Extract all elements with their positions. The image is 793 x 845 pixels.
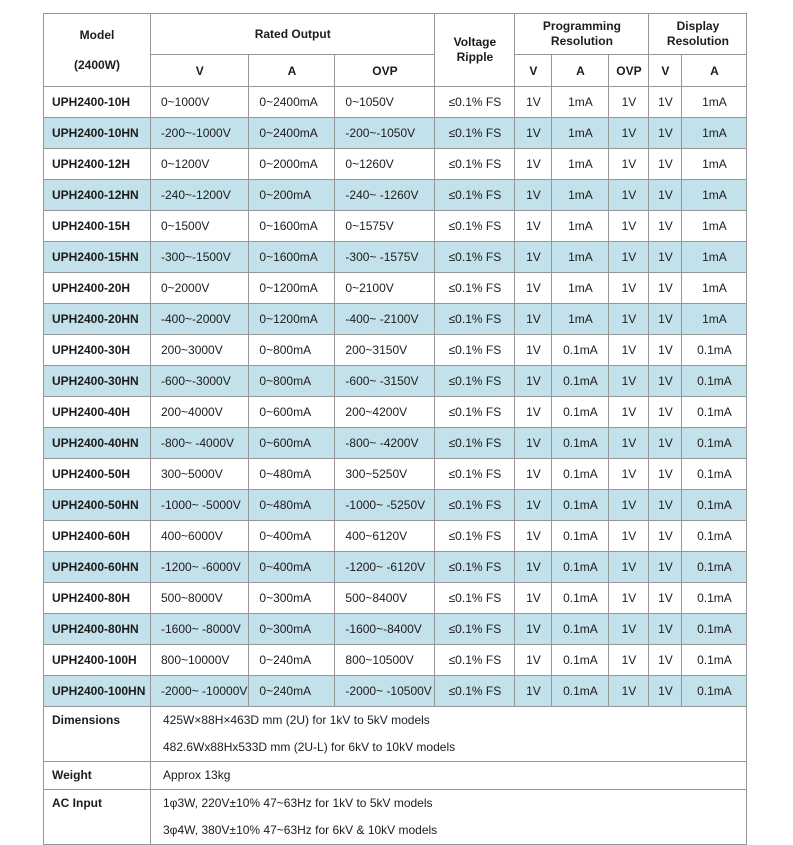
rated-v-cell: 300~5000V xyxy=(151,459,249,490)
rated-ovp-cell: 500~8400V xyxy=(335,583,435,614)
model-cell: UPH2400-60HN xyxy=(44,552,151,583)
disp-res-a-cell: 0.1mA xyxy=(682,521,747,552)
prog-res-ovp-cell: 1V xyxy=(609,676,649,707)
prog-res-ovp-cell: 1V xyxy=(609,273,649,304)
prog-res-a-cell: 1mA xyxy=(552,87,609,118)
disp-res-a-cell: 0.1mA xyxy=(682,614,747,645)
voltage-ripple-cell: ≤0.1% FS xyxy=(435,273,515,304)
disp-res-a-cell: 0.1mA xyxy=(682,490,747,521)
prog-res-v-cell: 1V xyxy=(515,273,552,304)
model-cell: UPH2400-10H xyxy=(44,87,151,118)
prog-res-a-cell: 0.1mA xyxy=(552,521,609,552)
rated-a-cell: 0~200mA xyxy=(249,180,335,211)
footer-value xyxy=(151,762,747,790)
model-cell: UPH2400-20HN xyxy=(44,304,151,335)
prog-res-ovp-cell: 1V xyxy=(609,149,649,180)
subheader-prog-v: V xyxy=(515,55,552,87)
prog-res-v-cell: 1V xyxy=(515,366,552,397)
table-row xyxy=(44,211,747,242)
rated-v-cell: -200~-1000V xyxy=(151,118,249,149)
model-cell: UPH2400-12H xyxy=(44,149,151,180)
prog-res-a-cell: 0.1mA xyxy=(552,397,609,428)
rated-ovp-cell: -300~ -1575V xyxy=(335,242,435,273)
voltage-ripple-cell: ≤0.1% FS xyxy=(435,242,515,273)
rated-v-cell: -2000~ -10000V xyxy=(151,676,249,707)
disp-res-v-cell: 1V xyxy=(649,149,682,180)
disp-res-a-cell: 0.1mA xyxy=(682,335,747,366)
prog-res-ovp-cell: 1V xyxy=(609,428,649,459)
table-row xyxy=(44,676,747,707)
rated-ovp-cell: -240~ -1260V xyxy=(335,180,435,211)
model-cell: UPH2400-40H xyxy=(44,397,151,428)
rated-a-cell: 0~480mA xyxy=(249,490,335,521)
disp-res-a-cell: 0.1mA xyxy=(682,459,747,490)
model-cell: UPH2400-50H xyxy=(44,459,151,490)
disp-res-v-cell: 1V xyxy=(649,397,682,428)
model-cell: UPH2400-30HN xyxy=(44,366,151,397)
table-row xyxy=(44,180,747,211)
prog-res-v-cell: 1V xyxy=(515,645,552,676)
subheader-disp-v: V xyxy=(649,55,682,87)
disp-res-v-cell: 1V xyxy=(649,645,682,676)
disp-res-v-cell: 1V xyxy=(649,366,682,397)
rated-a-cell: 0~300mA xyxy=(249,614,335,645)
rated-v-cell: 0~1000V xyxy=(151,87,249,118)
disp-res-v-cell: 1V xyxy=(649,552,682,583)
rated-a-cell: 0~1600mA xyxy=(249,211,335,242)
spec-table-body xyxy=(44,87,747,707)
rated-a-cell: 0~240mA xyxy=(249,645,335,676)
rated-v-cell: 0~1500V xyxy=(151,211,249,242)
model-cell: UPH2400-20H xyxy=(44,273,151,304)
subheader-prog-a: A xyxy=(552,55,609,87)
prog-res-a-cell: 0.1mA xyxy=(552,552,609,583)
voltage-ripple-cell: ≤0.1% FS xyxy=(435,211,515,242)
prog-res-ovp-cell: 1V xyxy=(609,304,649,335)
footer-value xyxy=(151,707,747,762)
rated-a-cell: 0~1200mA xyxy=(249,304,335,335)
rated-a-cell: 0~600mA xyxy=(249,428,335,459)
disp-res-a-cell: 0.1mA xyxy=(682,552,747,583)
rated-ovp-cell: -600~ -3150V xyxy=(335,366,435,397)
disp-res-v-cell: 1V xyxy=(649,676,682,707)
prog-res-v-cell: 1V xyxy=(515,428,552,459)
footer-row xyxy=(44,790,747,845)
spec-table-footer xyxy=(44,707,747,845)
model-cell: UPH2400-15H xyxy=(44,211,151,242)
prog-res-v-cell: 1V xyxy=(515,614,552,645)
rated-v-cell: -1000~ -5000V xyxy=(151,490,249,521)
rated-a-cell: 0~2000mA xyxy=(249,149,335,180)
disp-res-v-cell: 1V xyxy=(649,490,682,521)
disp-res-a-cell: 0.1mA xyxy=(682,428,747,459)
header-row-groups xyxy=(44,14,747,55)
model-cell: UPH2400-12HN xyxy=(44,180,151,211)
rated-ovp-cell: -1000~ -5250V xyxy=(335,490,435,521)
table-row xyxy=(44,521,747,552)
voltage-ripple-cell: ≤0.1% FS xyxy=(435,521,515,552)
rated-a-cell: 0~800mA xyxy=(249,335,335,366)
model-cell: UPH2400-15HN xyxy=(44,242,151,273)
prog-res-a-cell: 1mA xyxy=(552,211,609,242)
voltage-ripple-cell: ≤0.1% FS xyxy=(435,676,515,707)
rated-ovp-cell: -200~-1050V xyxy=(335,118,435,149)
table-row xyxy=(44,366,747,397)
prog-res-v-cell: 1V xyxy=(515,676,552,707)
subheader-rated-v: V xyxy=(151,55,249,87)
prog-res-ovp-cell: 1V xyxy=(609,180,649,211)
disp-res-v-cell: 1V xyxy=(649,428,682,459)
disp-res-v-cell: 1V xyxy=(649,211,682,242)
prog-res-v-cell: 1V xyxy=(515,149,552,180)
rated-a-cell: 0~1600mA xyxy=(249,242,335,273)
model-cell: UPH2400-40HN xyxy=(44,428,151,459)
rated-a-cell: 0~2400mA xyxy=(249,118,335,149)
voltage-ripple-cell: ≤0.1% FS xyxy=(435,118,515,149)
disp-res-a-cell: 1mA xyxy=(682,87,747,118)
footer-value-line: 1φ3W, 220V±10% 47~63Hz for 1kV to 5kV models xyxy=(163,796,433,810)
prog-res-a-cell: 1mA xyxy=(552,149,609,180)
footer-value-line: Approx 13kg xyxy=(163,768,231,782)
disp-res-v-cell: 1V xyxy=(649,273,682,304)
table-header xyxy=(44,14,747,87)
rated-v-cell: 400~6000V xyxy=(151,521,249,552)
prog-res-v-cell: 1V xyxy=(515,87,552,118)
prog-res-ovp-cell: 1V xyxy=(609,87,649,118)
rated-ovp-cell: 200~4200V xyxy=(335,397,435,428)
prog-res-a-cell: 1mA xyxy=(552,118,609,149)
rated-ovp-cell: -800~ -4200V xyxy=(335,428,435,459)
prog-res-v-cell: 1V xyxy=(515,118,552,149)
footer-row xyxy=(44,762,747,790)
disp-res-a-cell: 0.1mA xyxy=(682,583,747,614)
prog-res-v-cell: 1V xyxy=(515,180,552,211)
voltage-ripple-cell: ≤0.1% FS xyxy=(435,614,515,645)
prog-res-ovp-cell: 1V xyxy=(609,552,649,583)
disp-res-a-cell: 1mA xyxy=(682,304,747,335)
prog-res-v-cell: 1V xyxy=(515,583,552,614)
voltage-ripple-cell: ≤0.1% FS xyxy=(435,645,515,676)
disp-res-v-cell: 1V xyxy=(649,583,682,614)
disp-res-a-cell: 1mA xyxy=(682,118,747,149)
prog-res-ovp-cell: 1V xyxy=(609,211,649,242)
prog-res-ovp-cell: 1V xyxy=(609,242,649,273)
table-row xyxy=(44,242,747,273)
rated-ovp-cell: -1600~-8400V xyxy=(335,614,435,645)
rated-v-cell: 0~2000V xyxy=(151,273,249,304)
disp-res-v-cell: 1V xyxy=(649,614,682,645)
disp-res-a-cell: 0.1mA xyxy=(682,397,747,428)
table-row xyxy=(44,118,747,149)
disp-res-v-cell: 1V xyxy=(649,335,682,366)
prog-res-ovp-cell: 1V xyxy=(609,614,649,645)
prog-res-v-cell: 1V xyxy=(515,552,552,583)
rated-v-cell: -1600~ -8000V xyxy=(151,614,249,645)
table-row xyxy=(44,149,747,180)
prog-res-a-cell: 1mA xyxy=(552,242,609,273)
table-row xyxy=(44,583,747,614)
model-cell: UPH2400-30H xyxy=(44,335,151,366)
voltage-ripple-cell: ≤0.1% FS xyxy=(435,180,515,211)
prog-res-ovp-cell: 1V xyxy=(609,366,649,397)
footer-value xyxy=(151,790,747,845)
table-row xyxy=(44,614,747,645)
prog-res-v-cell: 1V xyxy=(515,397,552,428)
rated-v-cell: -600~-3000V xyxy=(151,366,249,397)
table-row xyxy=(44,428,747,459)
disp-res-a-cell: 1mA xyxy=(682,242,747,273)
table-row xyxy=(44,552,747,583)
spec-table xyxy=(43,13,747,845)
disp-res-v-cell: 1V xyxy=(649,304,682,335)
voltage-ripple-cell: ≤0.1% FS xyxy=(435,149,515,180)
prog-res-ovp-cell: 1V xyxy=(609,645,649,676)
disp-res-v-cell: 1V xyxy=(649,180,682,211)
voltage-ripple-cell: ≤0.1% FS xyxy=(435,366,515,397)
rated-v-cell: 200~3000V xyxy=(151,335,249,366)
table-row xyxy=(44,304,747,335)
rated-v-cell: 0~1200V xyxy=(151,149,249,180)
rated-ovp-cell: 400~6120V xyxy=(335,521,435,552)
prog-res-a-cell: 0.1mA xyxy=(552,583,609,614)
rated-v-cell: -400~-2000V xyxy=(151,304,249,335)
footer-value-line: 425W×88H×463D mm (2U) for 1kV to 5kV models xyxy=(163,713,430,727)
prog-res-v-cell: 1V xyxy=(515,459,552,490)
disp-res-a-cell: 1mA xyxy=(682,273,747,304)
model-cell: UPH2400-80HN xyxy=(44,614,151,645)
footer-label: Dimensions xyxy=(44,707,151,762)
footer-value-line: 3φ4W, 380V±10% 47~63Hz for 6kV & 10kV models xyxy=(163,823,438,837)
rated-ovp-cell: -400~ -2100V xyxy=(335,304,435,335)
prog-res-a-cell: 0.1mA xyxy=(552,366,609,397)
table-row xyxy=(44,273,747,304)
table-row xyxy=(44,87,747,118)
voltage-ripple-cell: ≤0.1% FS xyxy=(435,335,515,366)
rated-ovp-cell: 200~3150V xyxy=(335,335,435,366)
disp-res-v-cell: 1V xyxy=(649,521,682,552)
prog-res-v-cell: 1V xyxy=(515,242,552,273)
disp-res-a-cell: 1mA xyxy=(682,211,747,242)
subheader-prog-ovp: OVP xyxy=(609,55,649,87)
prog-res-a-cell: 0.1mA xyxy=(552,645,609,676)
disp-res-v-cell: 1V xyxy=(649,118,682,149)
voltage-ripple-cell: ≤0.1% FS xyxy=(435,552,515,583)
footer-label: Weight xyxy=(44,762,151,790)
rated-a-cell: 0~400mA xyxy=(249,552,335,583)
disp-res-a-cell: 0.1mA xyxy=(682,676,747,707)
rated-a-cell: 0~240mA xyxy=(249,676,335,707)
table-row xyxy=(44,397,747,428)
rated-ovp-cell: 800~10500V xyxy=(335,645,435,676)
header-model-line2: (2400W) xyxy=(73,57,120,72)
prog-res-a-cell: 1mA xyxy=(552,273,609,304)
header-model xyxy=(44,14,151,87)
table-row xyxy=(44,459,747,490)
disp-res-a-cell: 0.1mA xyxy=(682,645,747,676)
rated-a-cell: 0~1200mA xyxy=(249,273,335,304)
voltage-ripple-cell: ≤0.1% FS xyxy=(435,428,515,459)
prog-res-a-cell: 0.1mA xyxy=(552,335,609,366)
subheader-rated-a: A xyxy=(249,55,335,87)
rated-a-cell: 0~800mA xyxy=(249,366,335,397)
header-rated-output: Rated Output xyxy=(151,14,435,55)
rated-ovp-cell: 0~1575V xyxy=(335,211,435,242)
subheader-rated-ovp: OVP xyxy=(335,55,435,87)
rated-ovp-cell: -1200~ -6120V xyxy=(335,552,435,583)
voltage-ripple-cell: ≤0.1% FS xyxy=(435,459,515,490)
prog-res-v-cell: 1V xyxy=(515,490,552,521)
voltage-ripple-cell: ≤0.1% FS xyxy=(435,490,515,521)
prog-res-a-cell: 1mA xyxy=(552,304,609,335)
model-cell: UPH2400-80H xyxy=(44,583,151,614)
rated-ovp-cell: -2000~ -10500V xyxy=(335,676,435,707)
rated-a-cell: 0~400mA xyxy=(249,521,335,552)
model-cell: UPH2400-10HN xyxy=(44,118,151,149)
prog-res-a-cell: 0.1mA xyxy=(552,490,609,521)
rated-v-cell: -1200~ -6000V xyxy=(151,552,249,583)
rated-v-cell: 500~8000V xyxy=(151,583,249,614)
disp-res-v-cell: 1V xyxy=(649,459,682,490)
prog-res-ovp-cell: 1V xyxy=(609,583,649,614)
disp-res-v-cell: 1V xyxy=(649,242,682,273)
header-programming-resolution: Programming Resolution xyxy=(515,14,649,55)
prog-res-ovp-cell: 1V xyxy=(609,521,649,552)
model-cell: UPH2400-50HN xyxy=(44,490,151,521)
voltage-ripple-cell: ≤0.1% FS xyxy=(435,304,515,335)
model-cell: UPH2400-100HN xyxy=(44,676,151,707)
footer-label: AC Input xyxy=(44,790,151,845)
rated-v-cell: -800~ -4000V xyxy=(151,428,249,459)
disp-res-v-cell: 1V xyxy=(649,87,682,118)
disp-res-a-cell: 0.1mA xyxy=(682,366,747,397)
rated-v-cell: 800~10000V xyxy=(151,645,249,676)
rated-v-cell: -300~-1500V xyxy=(151,242,249,273)
footer-value-line: 482.6Wx88Hx533D mm (2U-L) for 6kV to 10kV models xyxy=(163,740,456,754)
disp-res-a-cell: 1mA xyxy=(682,180,747,211)
voltage-ripple-cell: ≤0.1% FS xyxy=(435,397,515,428)
rated-ovp-cell: 300~5250V xyxy=(335,459,435,490)
prog-res-v-cell: 1V xyxy=(515,211,552,242)
header-voltage-ripple: Voltage Ripple xyxy=(435,14,515,87)
prog-res-a-cell: 0.1mA xyxy=(552,428,609,459)
model-cell: UPH2400-60H xyxy=(44,521,151,552)
voltage-ripple-cell: ≤0.1% FS xyxy=(435,583,515,614)
rated-a-cell: 0~300mA xyxy=(249,583,335,614)
prog-res-ovp-cell: 1V xyxy=(609,118,649,149)
header-model-line1: Model xyxy=(79,27,115,42)
footer-row xyxy=(44,707,747,762)
subheader-disp-a: A xyxy=(682,55,747,87)
prog-res-a-cell: 0.1mA xyxy=(552,614,609,645)
prog-res-ovp-cell: 1V xyxy=(609,397,649,428)
prog-res-ovp-cell: 1V xyxy=(609,459,649,490)
rated-ovp-cell: 0~2100V xyxy=(335,273,435,304)
prog-res-v-cell: 1V xyxy=(515,521,552,552)
rated-ovp-cell: 0~1260V xyxy=(335,149,435,180)
prog-res-ovp-cell: 1V xyxy=(609,490,649,521)
rated-ovp-cell: 0~1050V xyxy=(335,87,435,118)
header-display-resolution: Display Resolution xyxy=(649,14,747,55)
rated-v-cell: -240~-1200V xyxy=(151,180,249,211)
disp-res-a-cell: 1mA xyxy=(682,149,747,180)
prog-res-a-cell: 0.1mA xyxy=(552,676,609,707)
prog-res-v-cell: 1V xyxy=(515,335,552,366)
rated-a-cell: 0~2400mA xyxy=(249,87,335,118)
table-row xyxy=(44,335,747,366)
rated-a-cell: 0~600mA xyxy=(249,397,335,428)
prog-res-a-cell: 1mA xyxy=(552,180,609,211)
model-cell: UPH2400-100H xyxy=(44,645,151,676)
voltage-ripple-cell: ≤0.1% FS xyxy=(435,87,515,118)
rated-v-cell: 200~4000V xyxy=(151,397,249,428)
table-row xyxy=(44,645,747,676)
table-row xyxy=(44,490,747,521)
prog-res-a-cell: 0.1mA xyxy=(552,459,609,490)
prog-res-ovp-cell: 1V xyxy=(609,335,649,366)
prog-res-v-cell: 1V xyxy=(515,304,552,335)
rated-a-cell: 0~480mA xyxy=(249,459,335,490)
